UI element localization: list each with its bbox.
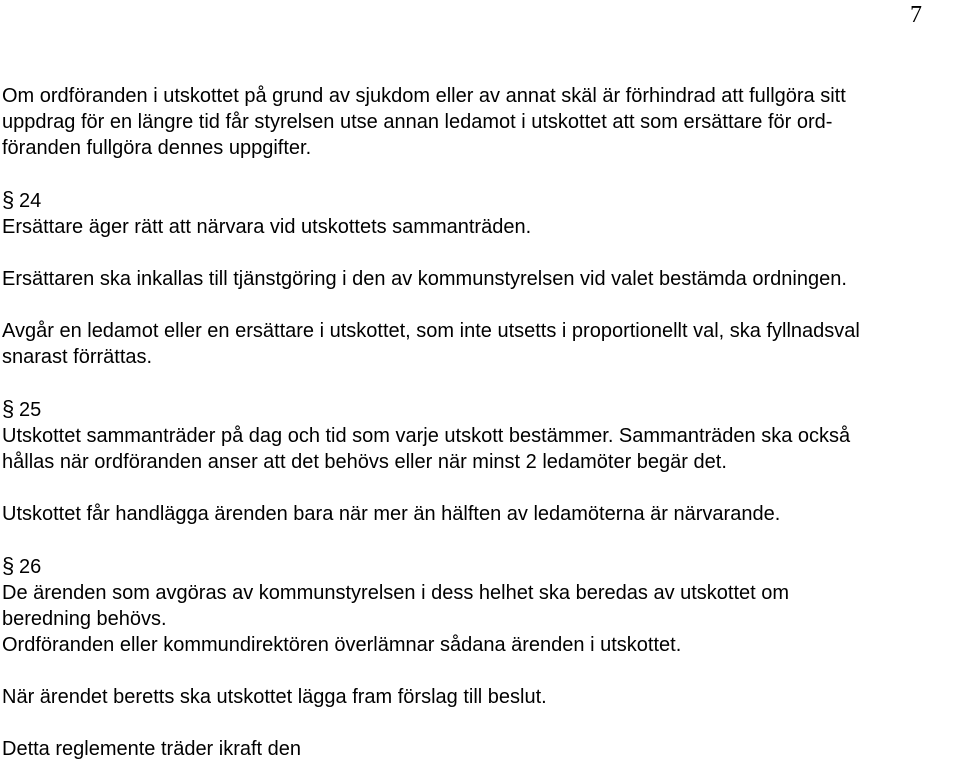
document-body (2, 83, 958, 762)
paragraph-effective-date (2, 736, 958, 762)
text-line: De ärenden som avgöras av kommunstyrelsen i dess helhet ska beredas av utskottet om (2, 582, 790, 604)
text-line: Ersättare äger rätt att närvara vid utskottets sammanträden. (2, 216, 532, 238)
section-heading (2, 396, 958, 423)
text-line: snarast förrättas. (2, 346, 153, 368)
section-26 (2, 553, 958, 658)
text-line: Ordföranden eller kommundirektören överlämnar sådana ärenden i utskottet. (2, 634, 682, 656)
text-line: hållas när ordföranden anser att det behövs eller när minst 2 ledamöter begär det. (2, 451, 727, 473)
text-line: uppdrag för en längre tid får styrelsen utse annan ledamot i utskottet att som ersättare för ord- (2, 111, 833, 133)
section-24 (2, 187, 958, 240)
section-25 (2, 396, 958, 475)
section-number: 25 (19, 399, 42, 421)
text-line: Utskottet sammanträder på dag och tid som varje utskott bestämmer. Sammanträden ska också (2, 425, 851, 447)
section-number: 26 (19, 556, 42, 578)
section-heading (2, 187, 958, 214)
section-number: 24 (19, 190, 42, 212)
text-line: Avgår en ledamot eller en ersättare i utskottet, som inte utsetts i proportionellt val, ska fyllnadsval (2, 320, 860, 342)
text-line: beredning behövs. (2, 608, 167, 630)
paragraph-by-election (2, 318, 958, 370)
page-number: 7 (910, 2, 922, 28)
section-sign-icon: § (2, 553, 15, 578)
section-heading (2, 553, 958, 580)
text-line: Ersättaren ska inkallas till tjänstgöring i den av kommunstyrelsen vid valet bestämda ordningen. (2, 268, 847, 290)
paragraph-chair-substitute (2, 83, 958, 161)
section-sign-icon: § (2, 396, 15, 421)
text-line: Utskottet får handlägga ärenden bara när mer än hälften av ledamöterna är närvarande. (2, 503, 781, 525)
text-line: När ärendet beretts ska utskottet lägga fram förslag till beslut. (2, 686, 547, 708)
paragraph-proposal (2, 684, 958, 710)
section-sign-icon: § (2, 187, 15, 212)
paragraph-substitute-order (2, 266, 958, 292)
text-line: Detta reglemente träder ikraft den (2, 738, 302, 760)
paragraph-quorum (2, 501, 958, 527)
text-line: Om ordföranden i utskottet på grund av sjukdom eller av annat skäl är förhindrad att fullgöra sitt (2, 85, 846, 107)
text-line: föranden fullgöra dennes uppgifter. (2, 137, 312, 159)
